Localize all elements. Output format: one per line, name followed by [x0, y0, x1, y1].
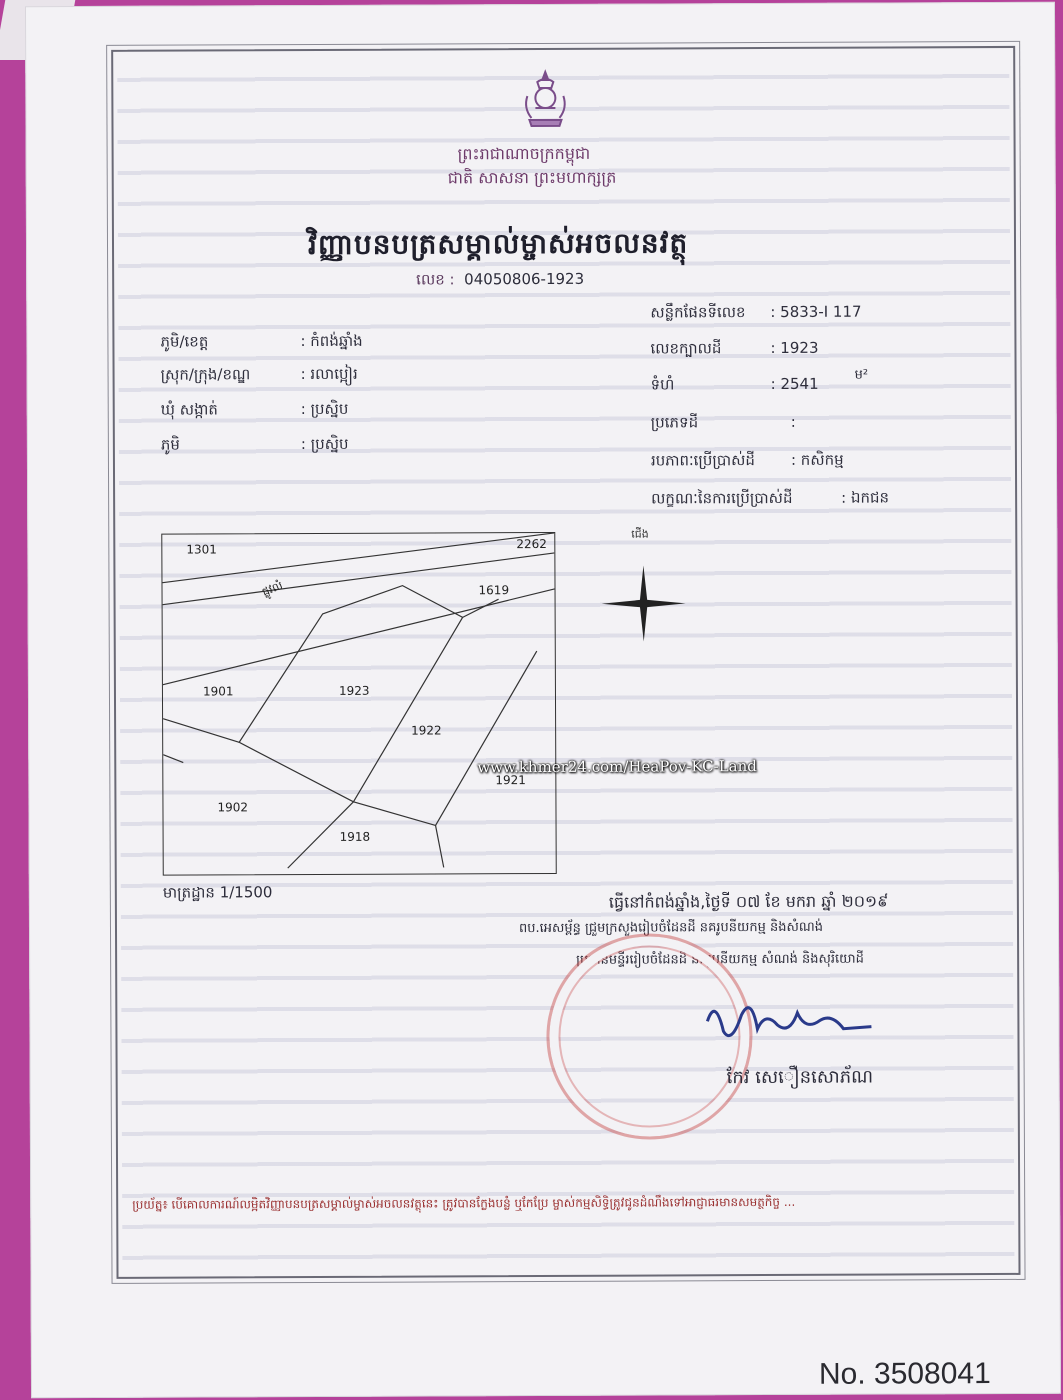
- compass-rose-icon: [597, 563, 689, 643]
- parcel-label: 1901: [202, 684, 234, 699]
- land-type-value: :: [790, 412, 796, 431]
- royal-emblem-icon: [515, 68, 575, 130]
- province-value: : កំពង់ឆ្នាំង: [300, 331, 363, 351]
- village-label: ភូមិ: [160, 435, 180, 454]
- serial-number: No. 3508041: [818, 1357, 991, 1391]
- parcel-label: 2262: [516, 536, 547, 552]
- land-title-certificate: [25, 2, 1061, 1398]
- certificate-number-label: លេខ :: [416, 270, 455, 289]
- cadastral-map: [161, 532, 556, 876]
- parcel-label: 1902: [217, 800, 249, 815]
- area-unit: ម²: [854, 367, 869, 383]
- parcel-label: 1921: [495, 773, 526, 788]
- parcel-label: 1619: [478, 583, 510, 598]
- security-pattern: [117, 52, 1014, 1273]
- handwritten-signature: [701, 991, 881, 1052]
- area-label: ទំហំ: [650, 375, 675, 394]
- parcel-label: 1922: [411, 723, 442, 738]
- parcel-number-label: លេខក្បាលដី: [650, 339, 722, 358]
- map-sheet-label: សន្លឹកផែនទីលេខ: [650, 303, 746, 322]
- district-value: : រលាប្អៀរ: [300, 364, 358, 384]
- parcel-label: 1301: [186, 542, 217, 557]
- parcel-number-value: : 1923: [770, 338, 819, 358]
- page-title: វិញ្ញាបនបត្រសម្គាល់ម្ចាស់អចលនវត្ថុ: [307, 226, 689, 262]
- signatory-title-line-1: ពប.អេសម្ព័ន្ធ ជ្រួមក្រសួងរៀបចំដែនដី នគរូបនីយកម្ម និងសំណង់: [518, 919, 823, 937]
- province-label: ភូមិ/ខេត្ត: [160, 332, 209, 351]
- commune-value: : ប្រស្និប: [300, 399, 349, 419]
- land-use-label: របភាពៈប្រើប្រាស់ដី: [650, 451, 755, 470]
- road-label: ផ្លូវលំ: [260, 578, 285, 599]
- signatory-title-line-2: ប្រធានមន្ទីររៀបចំដែនដី នគរូបនីយកម្ម សំណង់ និងសុរិយោដី: [576, 951, 864, 968]
- north-label: ជើង: [631, 527, 649, 541]
- legal-notice: ប្រយ័ត្ន៖ បើគោលការណ៍លម្អិតវិញ្ញាបនបត្រសម្គាល់ម្ចាស់អចលនវត្ថុនេះ ត្រូវបានក្លែងបន្លំ ឬកែប្រែ ម្ចាស់កម្មសិទ្ធិត្រូវជូនដំណឹងទៅអាជ្ញាធរមានសមត្ថកិច្ច ...: [132, 1194, 796, 1212]
- ownership-type-value: : ឯកជន: [841, 488, 890, 507]
- kingdom-heading: ព្រះរាជាណាចក្រកម្ពុជា: [457, 143, 591, 164]
- parcel-label: 1923: [338, 683, 370, 698]
- village-value: : ប្រស្និប: [300, 434, 349, 454]
- commune-label: ឃុំ សង្កាត់: [160, 400, 218, 419]
- parcel-label: 1918: [339, 829, 371, 844]
- watermark-url: www.khmer24.com/HeaPov-KC-Land: [477, 757, 757, 777]
- land-type-label: ប្រភេទដី: [650, 413, 699, 432]
- motto-heading: ជាតិ សាសនា ព្រះមហាក្សត្រ: [447, 167, 617, 188]
- certificate-number: 04050806-1923: [464, 269, 585, 289]
- land-use-value: : កសិកម្ម: [790, 450, 844, 469]
- certificate-border: [111, 46, 1020, 1279]
- map-scale: មាត្រដ្ឋាន 1/1500: [162, 883, 273, 902]
- district-label: ស្រុក/ក្រុង/ខណ្ឌ: [160, 365, 251, 384]
- map-sheet-value: : 5833-I 117: [770, 302, 862, 322]
- issue-date: ធ្វើនៅកំពង់ឆ្នាំង,ថ្ងៃទី ០៧ ខែ មករា ឆ្នាំ ២០១៩: [608, 891, 889, 912]
- signer-name: កែវ សេឿនសោភ័ណ: [726, 1066, 874, 1089]
- area-value: : 2541: [770, 374, 819, 394]
- ownership-type-label: លក្ខណៈនៃការប្រើប្រាស់ដី: [651, 488, 793, 508]
